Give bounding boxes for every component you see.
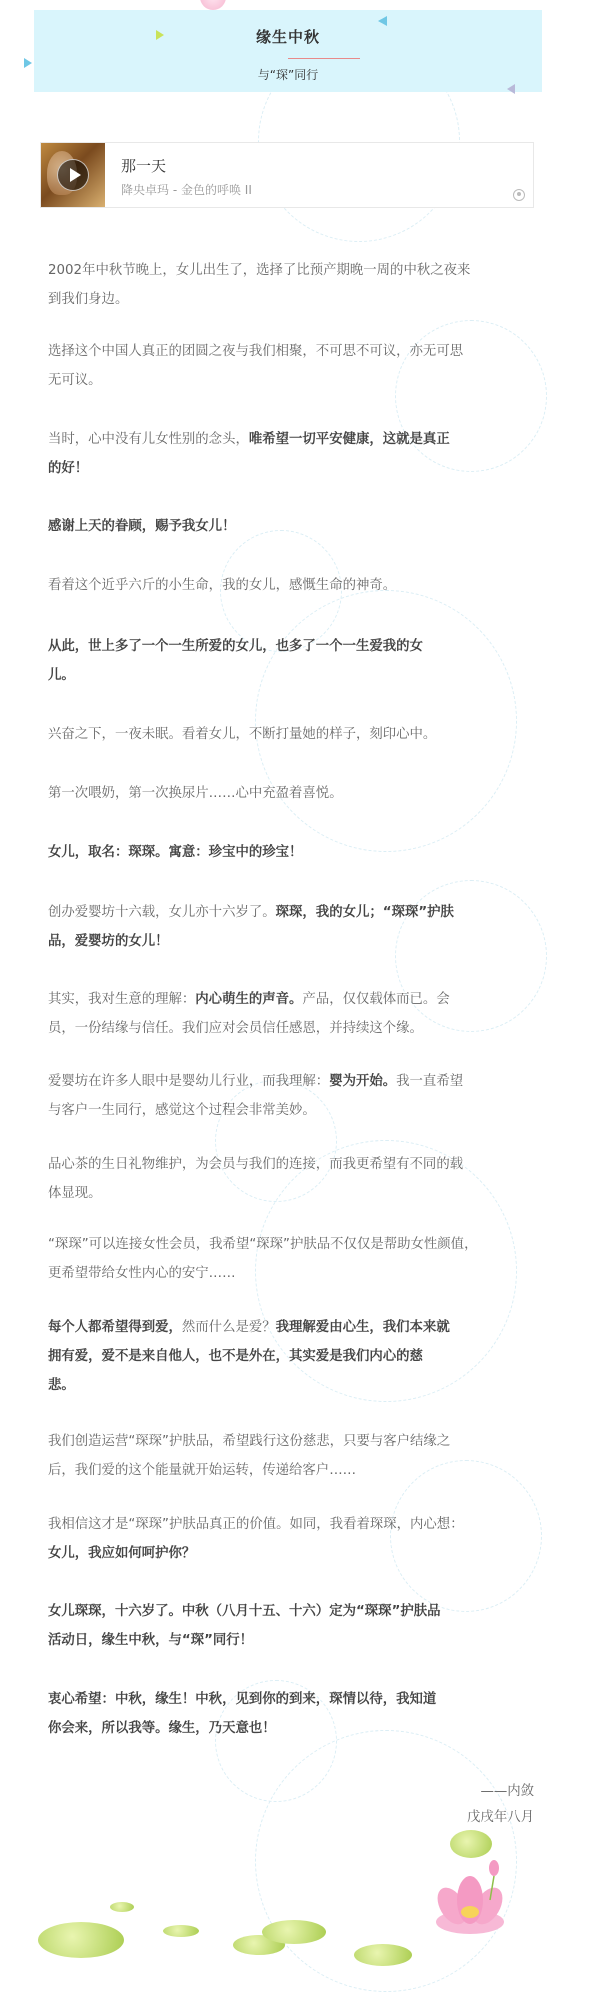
music-player-card[interactable] <box>40 142 534 208</box>
lily-pad-decoration <box>163 1925 199 1937</box>
paragraph-bold: 感谢上天的眷顾，赐予我女儿！ <box>48 519 236 534</box>
paragraph-bold: 女儿，取名：琛琛。寓意：珍宝中的珍宝！ <box>48 845 303 860</box>
lily-pad-decoration <box>38 1922 124 1958</box>
confetti-triangle-decoration <box>378 16 387 26</box>
lily-pad-decoration <box>354 1944 412 1966</box>
paragraph: 第一次喂奶，第一次换尿片……心中充盈着喜悦。 <box>48 786 343 801</box>
music-note-icon <box>513 189 525 201</box>
play-icon[interactable] <box>57 159 89 191</box>
paragraph: 创办爱婴坊十六载，女儿亦十六岁了。琛琛，我的女儿；“琛琛”护肤 品，爱婴坊的女儿！ <box>48 905 454 949</box>
lily-pad-decoration <box>450 1830 492 1858</box>
paragraph-bold: 女儿琛琛，十六岁了。中秋（八月十五、十六）定为“琛琛”护肤品 活动日，缘生中秋，与“琛”同行！ <box>48 1604 441 1648</box>
paragraph-bold: 衷心希望：中秋，缘生！中秋，见到你的到来，琛情以待，我知道 你会来，所以我等。缘生，乃天意也！ <box>48 1692 437 1736</box>
page-title: 缘生中秋 <box>255 28 320 46</box>
album-cover <box>41 143 105 207</box>
signature-author: ——内敛 <box>480 1784 534 1799</box>
paragraph: 我们创造运营“琛琛”护肤品，希望践行这份慈悲，只要与客户结缘之 后，我们爱的这个能量就开始运转，传递给客户…… <box>48 1434 451 1478</box>
paragraph: 品心茶的生日礼物维护，为会员与我们的连接，而我更希望有不同的载 体显现。 <box>48 1157 464 1201</box>
paragraph: 选择这个中国人真正的团圆之夜与我们相聚，不可思不可议，亦无可思 无可议。 <box>48 344 464 388</box>
page-subtitle: 与“琛”同行 <box>257 68 319 82</box>
paragraph: 兴奋之下，一夜未眠。看着女儿，不断打量她的样子，刻印心中。 <box>48 727 437 742</box>
confetti-triangle-decoration <box>507 84 515 94</box>
lily-pad-decoration <box>110 1902 134 1912</box>
paragraph: 当时，心中没有儿女性别的念头，唯希望一切平安健康，这就是真正 的好！ <box>48 432 450 476</box>
confetti-triangle-decoration <box>24 58 32 68</box>
lily-pad-decoration <box>262 1920 326 1944</box>
paragraph-bold: 从此，世上多了一个一生所爱的女儿，也多了一个一生爱我的女 儿。 <box>48 639 423 683</box>
paragraph: 其实，我对生意的理解：内心萌生的声音。产品，仅仅载体而已。会 员，一份结缘与信任。我们应对会员信任感恩，并持续这个缘。 <box>48 992 450 1036</box>
song-title: 那一天 <box>121 157 167 175</box>
header-banner <box>34 10 542 92</box>
paragraph: 每个人都希望得到爱，然而什么是爱？我理解爱由心生，我们本来就 拥有爱，爱不是来自他人，也不是外在，其实爱是我们内心的慈 悲。 <box>48 1320 450 1393</box>
paragraph: 2002年中秋节晚上，女儿出生了，选择了比预产期晚一周的中秋之夜来 到我们身边。 <box>48 263 471 307</box>
paragraph: 爱婴坊在许多人眼中是婴幼儿行业，而我理解：婴为开始。我一直希望 与客户一生同行，感觉这个过程会非常美妙。 <box>48 1074 464 1118</box>
title-divider <box>288 58 360 59</box>
lotus-bud-decoration <box>200 0 226 10</box>
paragraph: 看着这个近乎六斤的小生命，我的女儿，感慨生命的神奇。 <box>48 578 397 593</box>
lotus-flower-decoration <box>430 1860 510 1940</box>
paragraph: “琛琛”可以连接女性会员，我希望“琛琛”护肤品不仅仅是帮助女性颜值， 更希望带给女性内心的安宁…… <box>48 1237 478 1281</box>
paragraph: 我相信这才是“琛琛”护肤品真正的价值。如同，我看着琛琛，内心想： 女儿，我应如何呵护你？ <box>48 1517 464 1561</box>
signature-date: 戊戌年八月 <box>467 1810 534 1825</box>
confetti-triangle-decoration <box>156 30 164 40</box>
song-artist: 降央卓玛 - 金色的呼唤 II <box>121 183 252 197</box>
